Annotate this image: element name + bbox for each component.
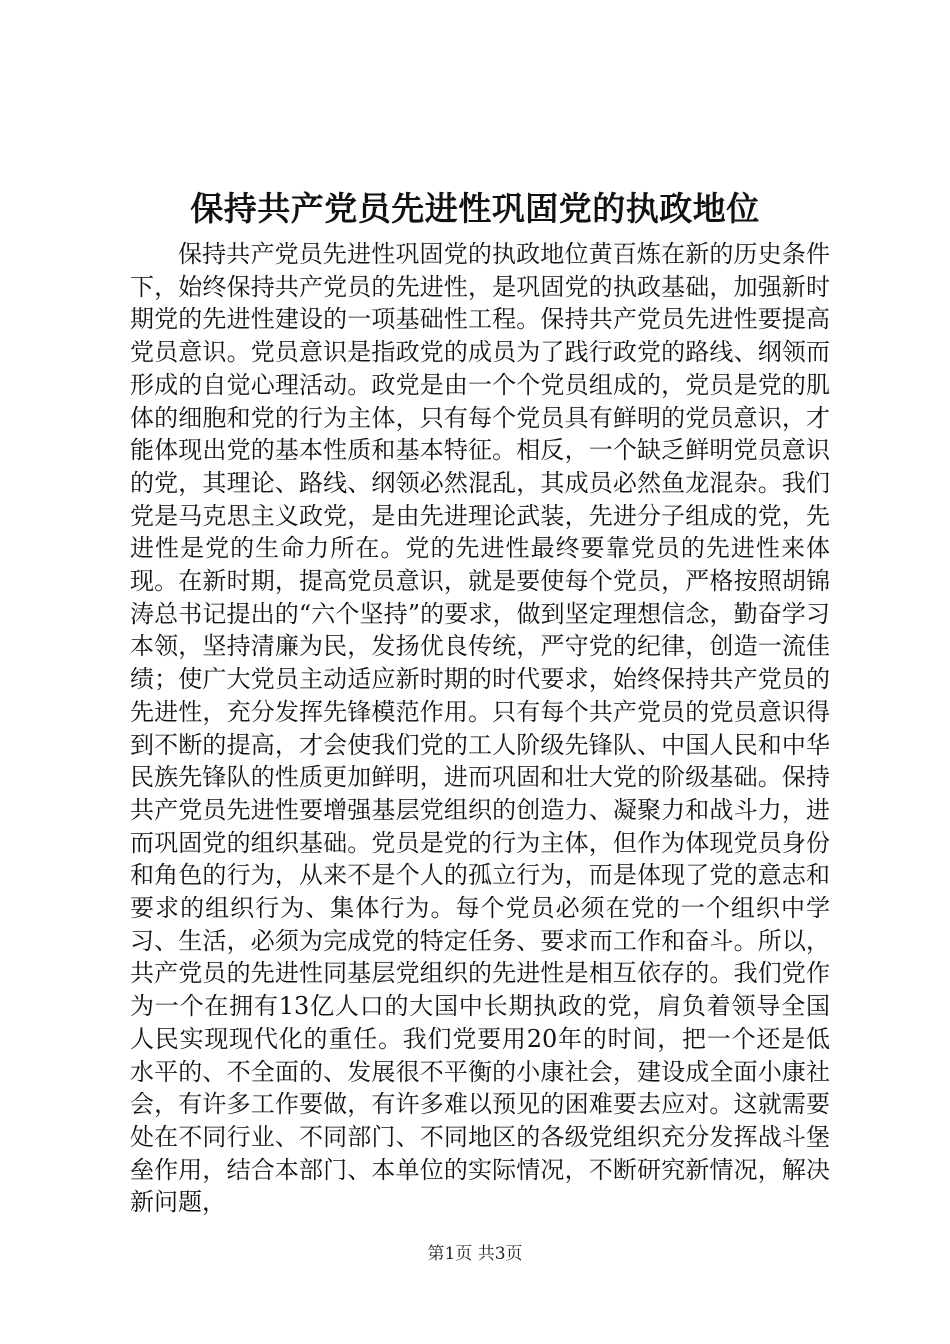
page-number: 第1页 共3页	[427, 1244, 523, 1264]
document-body: 保持共产党员先进性巩固党的执政地位黄百炼在新的历史条件下，始终保持共产党员的先进性，是巩固党的执政基础，加强新时期党的先进性建设的一项基础性工程。保持共产党员先进性要提高党员意识。党员意识是指政党的成员为了践行政党的路线、纲领而形成的自觉心理活动。政党是由一个个党员组成的，党员是党的肌体的细胞和党的行为主体，只有每个党员具有鲜明的党员意识，才能体现出党的基本性质和基本特征。相反，一个缺乏鲜明党员意识的党，其理论、路线、纲领必然混乱，其成员必然鱼龙混杂。我们党是马克思主义政党，是由先进理论武装，先进分子组成的党，先进性是党的生命力所在。党的先进性最终要靠党员的先进性来体现。在新时期，提高党员意识，就是要使每个党员，严格按照胡锦涛总书记提出的“六个坚持”的要求，做到坚定理想信念，勤奋学习本领，坚持清廉为民，发扬优良传统，严守党的纪律，创造一流佳绩；使广大党员主动适应新时期的时代要求，始终保持共产党员的先进性，充分发挥先锋模范作用。只有每个共产党员的党员意识得到不断的提高，才会使我们党的工人阶级先锋队、中国人民和中华民族先锋队的性质更加鲜明，进而巩固和壮大党的阶级基础。保持共产党员先进性要增强基层党组织的创造力、凝聚力和战斗力，进而巩固党的组织基础。党员是党的行为主体，但作为体现党员身份和角色的行为，从来不是个人的孤立行为，而是体现了党的意志和要求的组织行为、集体行为。每个党员必须在党的一个组织中学习、生活，必须为完成党的特定任务、要求而工作和奋斗。所以，共产党员的先进性同基层党组织的先进性是相互依存的。我们党作为一个在拥有13亿人口的大国中长期执政的党，肩负着领导全国人民实现现代化的重任。我们党要用20年的时间，把一个还是低水平的、不全面的、发展很不平衡的小康社会，建设成全面小康社会，有许多工作要做，有许多难以预见的困难要去应对。这就需要处在不同行业、不同部门、不同地区的各级党组织充分发挥战斗堡垒作用，结合本部门、本单位的实际情况，不断研究新情况，解决新问题，	[130, 240, 830, 1217]
document-title: 保持共产党员先进性巩固党的执政地位	[190, 189, 760, 228]
